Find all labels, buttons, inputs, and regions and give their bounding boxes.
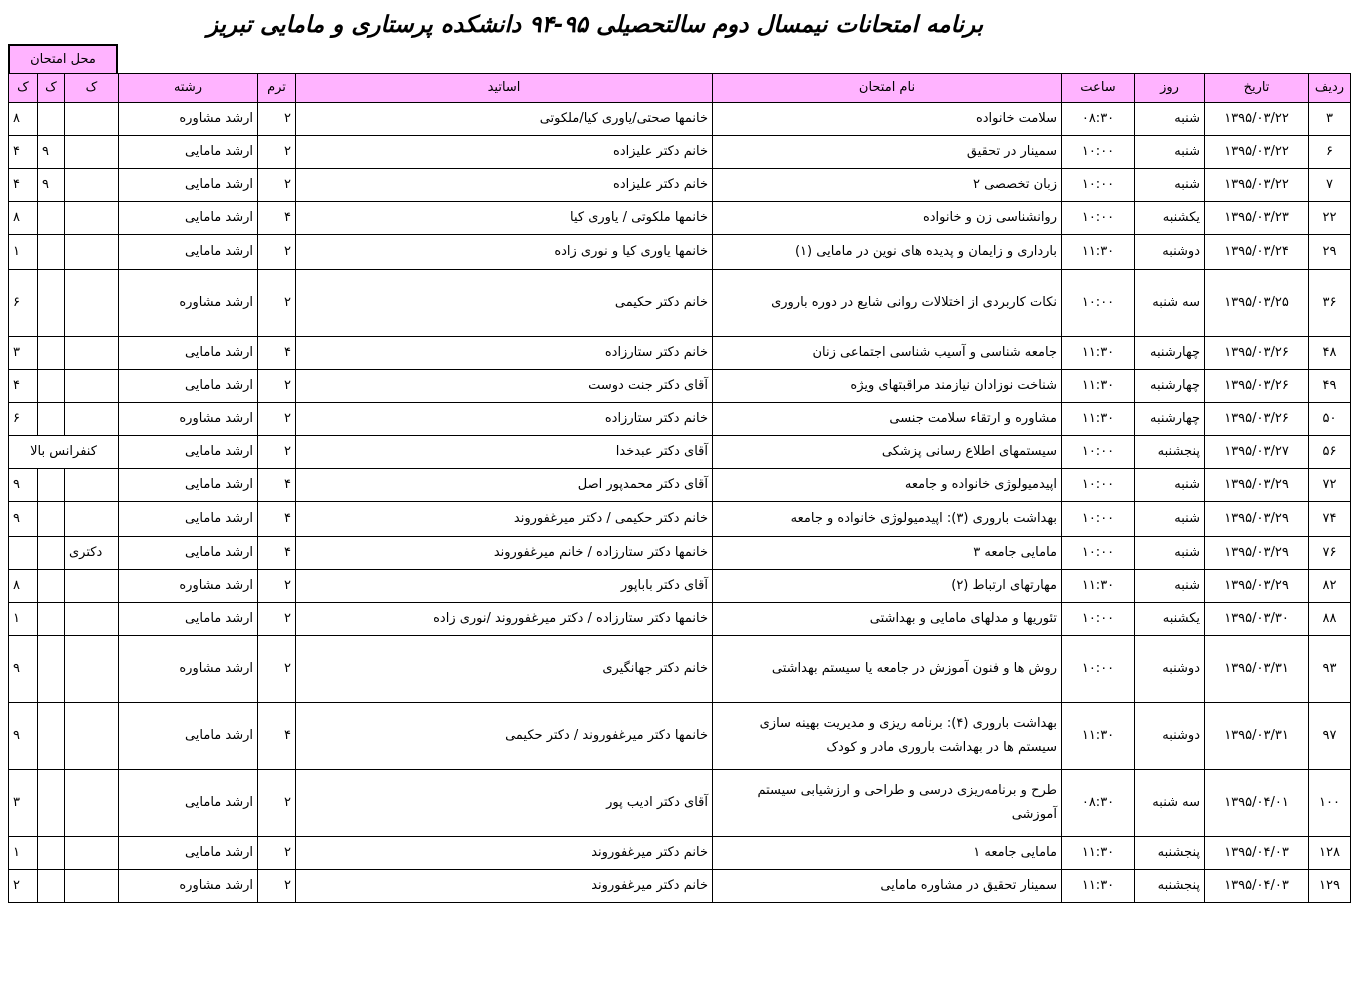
k2-cell	[38, 603, 65, 636]
term-cell: ۲	[258, 870, 296, 903]
date-cell: ۱۳۹۵/۰۳/۲۳	[1205, 202, 1309, 235]
term-cell: ۲	[258, 370, 296, 403]
k1-cell	[65, 169, 119, 202]
field-cell: ارشد مشاوره	[119, 570, 258, 603]
date-cell: ۱۳۹۵/۰۳/۲۴	[1205, 235, 1309, 270]
date-cell: ۱۳۹۵/۰۳/۲۷	[1205, 436, 1309, 469]
date-cell: ۱۳۹۵/۰۳/۳۱	[1205, 703, 1309, 770]
day-cell: پنجشنبه	[1135, 870, 1205, 903]
table-row	[9, 537, 1351, 570]
k2-cell	[38, 502, 65, 537]
row-number-cell: ۳۶	[1309, 270, 1351, 337]
k3-cell: ۹	[9, 469, 38, 502]
header-k1: ک	[65, 74, 119, 103]
k1-cell	[65, 103, 119, 136]
instructors-cell: خانمها صحتی/یاوری کیا/ملکوتی	[296, 103, 713, 136]
exam-name-cell: زبان تخصصی ۲	[713, 169, 1062, 202]
table-row	[9, 403, 1351, 436]
k2-cell	[38, 770, 65, 837]
date-cell: ۱۳۹۵/۰۳/۲۲	[1205, 169, 1309, 202]
k1-cell	[65, 202, 119, 235]
time-cell: ۱۰:۰۰	[1062, 469, 1135, 502]
time-cell: ۱۰:۰۰	[1062, 270, 1135, 337]
k1-cell	[65, 770, 119, 837]
time-cell: ۱۰:۰۰	[1062, 436, 1135, 469]
table-row	[9, 337, 1351, 370]
day-cell: سه شنبه	[1135, 270, 1205, 337]
instructors-cell: خانم دکتر حکیمی / دکتر میرغفوروند	[296, 502, 713, 537]
field-cell: ارشد مامایی	[119, 337, 258, 370]
k1-cell	[65, 837, 119, 870]
k3-cell: ۶	[9, 403, 38, 436]
term-cell: ۲	[258, 235, 296, 270]
day-cell: دوشنبه	[1135, 703, 1205, 770]
k3-cell: ۸	[9, 103, 38, 136]
field-cell: ارشد مامایی	[119, 136, 258, 169]
field-cell: ارشد مامایی	[119, 169, 258, 202]
instructors-cell: خانمها یاوری کیا و نوری زاده	[296, 235, 713, 270]
instructors-cell: خانم دکتر علیزاده	[296, 169, 713, 202]
day-cell: چهارشنبه	[1135, 337, 1205, 370]
row-number-cell: ۷۶	[1309, 537, 1351, 570]
date-cell: ۱۳۹۵/۰۳/۲۹	[1205, 502, 1309, 537]
table-row	[9, 570, 1351, 603]
field-cell: ارشد مامایی	[119, 837, 258, 870]
day-cell: دوشنبه	[1135, 235, 1205, 270]
row-number-cell: ۹۷	[1309, 703, 1351, 770]
table-row	[9, 636, 1351, 703]
exam-name-cell: جامعه شناسی و آسیب شناسی اجتماعی زنان	[713, 337, 1062, 370]
row-number-cell: ۴۸	[1309, 337, 1351, 370]
field-cell: ارشد مامایی	[119, 202, 258, 235]
field-cell: ارشد مامایی	[119, 502, 258, 537]
header-date: تاریخ	[1205, 74, 1309, 103]
day-cell: چهارشنبه	[1135, 370, 1205, 403]
day-cell: شنبه	[1135, 537, 1205, 570]
k2-cell	[38, 837, 65, 870]
table-row	[9, 502, 1351, 537]
instructors-cell: آقای دکتر عبدخدا	[296, 436, 713, 469]
k1-cell	[65, 235, 119, 270]
term-cell: ۲	[258, 136, 296, 169]
table-row	[9, 235, 1351, 270]
exam-name-cell: روش ها و فنون آموزش در جامعه یا سیستم بهداشتی	[713, 636, 1062, 703]
instructors-cell: خانم دکتر میرغفوروند	[296, 870, 713, 903]
row-number-cell: ۸۸	[1309, 603, 1351, 636]
time-cell: ۰۸:۳۰	[1062, 103, 1135, 136]
k1-cell	[65, 136, 119, 169]
field-cell: ارشد مامایی	[119, 235, 258, 270]
k3-cell: ۱	[9, 603, 38, 636]
k2-cell: ۹	[38, 136, 65, 169]
exam-name-cell: سیستمهای اطلاع رسانی پزشکی	[713, 436, 1062, 469]
k3-cell: ۹	[9, 502, 38, 537]
k1-cell: دکتری	[65, 537, 119, 570]
exam-schedule-table	[8, 73, 1351, 903]
date-cell: ۱۳۹۵/۰۳/۲۶	[1205, 370, 1309, 403]
exam-name-cell: بارداری و زایمان و پدیده های نوین در مامایی (۱)	[713, 235, 1062, 270]
k2-cell	[38, 235, 65, 270]
time-cell: ۱۱:۳۰	[1062, 337, 1135, 370]
exam-name-cell: تئوریها و مدلهای مامایی و بهداشتی	[713, 603, 1062, 636]
time-cell: ۱۰:۰۰	[1062, 169, 1135, 202]
instructors-cell: خانمها ملکوتی / یاوری کیا	[296, 202, 713, 235]
k3-cell: ۸	[9, 570, 38, 603]
term-cell: ۲	[258, 403, 296, 436]
time-cell: ۱۱:۳۰	[1062, 703, 1135, 770]
date-cell: ۱۳۹۵/۰۳/۳۱	[1205, 636, 1309, 703]
exam-name-cell: طرح و برنامه‌ریزی درسی و طراحی و ارزشیابی سیستم آموزشی	[713, 770, 1062, 837]
table-row	[9, 436, 1351, 469]
table-row	[9, 136, 1351, 169]
row-number-cell: ۳	[1309, 103, 1351, 136]
k1-cell	[65, 870, 119, 903]
date-cell: ۱۳۹۵/۰۳/۲۶	[1205, 337, 1309, 370]
time-cell: ۱۱:۳۰	[1062, 570, 1135, 603]
row-number-cell: ۶	[1309, 136, 1351, 169]
day-cell: شنبه	[1135, 103, 1205, 136]
k2-cell	[38, 537, 65, 570]
day-cell: شنبه	[1135, 502, 1205, 537]
k1-cell	[65, 370, 119, 403]
instructors-cell: خانم دکتر حکیمی	[296, 270, 713, 337]
exam-name-cell: مهارتهای ارتباط (۲)	[713, 570, 1062, 603]
k2-cell	[38, 202, 65, 235]
field-cell: ارشد مامایی	[119, 436, 258, 469]
k3-cell: ۴	[9, 370, 38, 403]
time-cell: ۱۰:۰۰	[1062, 202, 1135, 235]
day-cell: شنبه	[1135, 469, 1205, 502]
header-exam: نام امتحان	[713, 74, 1062, 103]
k3-cell: ۴	[9, 136, 38, 169]
time-cell: ۱۰:۰۰	[1062, 636, 1135, 703]
table-row	[9, 103, 1351, 136]
time-cell: ۱۱:۳۰	[1062, 403, 1135, 436]
table-body	[9, 103, 1351, 903]
term-cell: ۴	[258, 537, 296, 570]
exam-name-cell: سمینار تحقیق در مشاوره مامایی	[713, 870, 1062, 903]
instructors-cell: خانم دکتر میرغفوروند	[296, 837, 713, 870]
row-number-cell: ۷	[1309, 169, 1351, 202]
row-number-cell: ۵۰	[1309, 403, 1351, 436]
term-cell: ۲	[258, 169, 296, 202]
term-cell: ۲	[258, 770, 296, 837]
instructors-cell: خانمها دکتر ستارزاده / خانم میرغفوروند	[296, 537, 713, 570]
header-k3: ک	[9, 74, 38, 103]
exam-name-cell: مامایی جامعه ۳	[713, 537, 1062, 570]
row-number-cell: ۵۶	[1309, 436, 1351, 469]
time-cell: ۱۰:۰۰	[1062, 502, 1135, 537]
k2-cell	[38, 337, 65, 370]
exam-name-cell: مشاوره و ارتقاء سلامت جنسی	[713, 403, 1062, 436]
k3-cell: ۶	[9, 270, 38, 337]
k3-cell: ۲	[9, 870, 38, 903]
date-cell: ۱۳۹۵/۰۳/۲۲	[1205, 103, 1309, 136]
field-cell: ارشد مامایی	[119, 370, 258, 403]
day-cell: یکشنبه	[1135, 202, 1205, 235]
day-cell: سه شنبه	[1135, 770, 1205, 837]
instructors-cell: خانمها دکتر میرغفوروند / دکتر حکیمی	[296, 703, 713, 770]
exam-name-cell: نکات کاربردی از اختلالات روانی شایع در دوره باروری	[713, 270, 1062, 337]
k2-cell	[38, 570, 65, 603]
k2-cell	[38, 870, 65, 903]
term-cell: ۲	[258, 436, 296, 469]
header-time: ساعت	[1062, 74, 1135, 103]
date-cell: ۱۳۹۵/۰۴/۰۳	[1205, 870, 1309, 903]
time-cell: ۱۱:۳۰	[1062, 870, 1135, 903]
field-cell: ارشد مشاوره	[119, 636, 258, 703]
instructors-cell: خانم دکتر جهانگیری	[296, 636, 713, 703]
k1-cell	[65, 337, 119, 370]
table-row	[9, 770, 1351, 837]
exam-name-cell: روانشناسی زن و خانواده	[713, 202, 1062, 235]
exam-location-header: محل امتحان	[8, 44, 118, 73]
time-cell: ۱۱:۳۰	[1062, 235, 1135, 270]
k3-cell: ۸	[9, 202, 38, 235]
day-cell: شنبه	[1135, 136, 1205, 169]
field-cell: ارشد مشاوره	[119, 870, 258, 903]
header-k2: ک	[38, 74, 65, 103]
time-cell: ۱۱:۳۰	[1062, 837, 1135, 870]
date-cell: ۱۳۹۵/۰۳/۲۶	[1205, 403, 1309, 436]
k3-cell: ۱	[9, 235, 38, 270]
instructors-cell: خانم دکتر علیزاده	[296, 136, 713, 169]
table-row	[9, 202, 1351, 235]
time-cell: ۱۰:۰۰	[1062, 537, 1135, 570]
k1-cell	[65, 570, 119, 603]
term-cell: ۴	[258, 202, 296, 235]
row-number-cell: ۷۲	[1309, 469, 1351, 502]
k3-cell	[9, 537, 38, 570]
k2-cell	[38, 370, 65, 403]
field-cell: ارشد مشاوره	[119, 103, 258, 136]
exam-name-cell: اپیدمیولوژی خانواده و جامعه	[713, 469, 1062, 502]
time-cell: ۰۸:۳۰	[1062, 770, 1135, 837]
table-row	[9, 370, 1351, 403]
k2-cell	[38, 469, 65, 502]
header-row: ردیف	[1309, 74, 1351, 103]
k3-cell: ۴	[9, 169, 38, 202]
exam-name-cell: سمینار در تحقیق	[713, 136, 1062, 169]
table-row	[9, 469, 1351, 502]
day-cell: شنبه	[1135, 570, 1205, 603]
instructors-cell: آقای دکتر محمدپور اصل	[296, 469, 713, 502]
term-cell: ۲	[258, 570, 296, 603]
k1-cell	[65, 603, 119, 636]
k1-cell	[65, 469, 119, 502]
k2-cell	[38, 270, 65, 337]
field-cell: ارشد مامایی	[119, 703, 258, 770]
k3-cell: ۳	[9, 337, 38, 370]
field-cell: ارشد مشاوره	[119, 270, 258, 337]
instructors-cell: آقای دکتر باباپور	[296, 570, 713, 603]
exam-name-cell: بهداشت باروری (۳): اپیدمیولوژی خانواده و جامعه	[713, 502, 1062, 537]
date-cell: ۱۳۹۵/۰۳/۲۹	[1205, 469, 1309, 502]
table-row	[9, 870, 1351, 903]
k2-cell: ۹	[38, 169, 65, 202]
date-cell: ۱۳۹۵/۰۳/۲۹	[1205, 537, 1309, 570]
k1-cell	[65, 636, 119, 703]
instructors-cell: خانم دکتر ستارزاده	[296, 403, 713, 436]
k1-cell	[65, 703, 119, 770]
field-cell: ارشد مامایی	[119, 469, 258, 502]
time-cell: ۱۰:۰۰	[1062, 136, 1135, 169]
row-number-cell: ۲۲	[1309, 202, 1351, 235]
day-cell: پنجشنبه	[1135, 436, 1205, 469]
header-day: روز	[1135, 74, 1205, 103]
date-cell: ۱۳۹۵/۰۳/۲۲	[1205, 136, 1309, 169]
field-cell: ارشد مامایی	[119, 537, 258, 570]
exam-name-cell: سلامت خانواده	[713, 103, 1062, 136]
header-instructors: اساتید	[296, 74, 713, 103]
term-cell: ۲	[258, 603, 296, 636]
term-cell: ۲	[258, 103, 296, 136]
day-cell: یکشنبه	[1135, 603, 1205, 636]
exam-location-cell: کنفرانس بالا	[9, 436, 119, 469]
day-cell: چهارشنبه	[1135, 403, 1205, 436]
k3-cell: ۹	[9, 636, 38, 703]
date-cell: ۱۳۹۵/۰۴/۰۱	[1205, 770, 1309, 837]
term-cell: ۲	[258, 837, 296, 870]
field-cell: ارشد مامایی	[119, 603, 258, 636]
date-cell: ۱۳۹۵/۰۳/۲۵	[1205, 270, 1309, 337]
term-cell: ۲	[258, 636, 296, 703]
k1-cell	[65, 502, 119, 537]
k1-cell	[65, 270, 119, 337]
term-cell: ۲	[258, 270, 296, 337]
table-row	[9, 837, 1351, 870]
k1-cell	[65, 403, 119, 436]
row-number-cell: ۲۹	[1309, 235, 1351, 270]
k3-cell: ۹	[9, 703, 38, 770]
instructors-cell: خانمها دکتر ستارزاده / دکتر میرغفوروند /نوری زاده	[296, 603, 713, 636]
k2-cell	[38, 403, 65, 436]
k2-cell	[38, 103, 65, 136]
table-row	[9, 270, 1351, 337]
instructors-cell: خانم دکتر ستارزاده	[296, 337, 713, 370]
row-number-cell: ۹۳	[1309, 636, 1351, 703]
row-number-cell: ۴۹	[1309, 370, 1351, 403]
page-title: برنامه امتحانات نیمسال دوم سالتحصیلی ۹۵-۹۴ دانشکده پرستاری و مامایی تبریز	[206, 12, 984, 38]
k3-cell: ۳	[9, 770, 38, 837]
exam-name-cell: شناخت نوزادان نیازمند مراقبتهای ویژه	[713, 370, 1062, 403]
row-number-cell: ۱۲۹	[1309, 870, 1351, 903]
table-row	[9, 703, 1351, 770]
instructors-cell: آقای دکتر ادیب پور	[296, 770, 713, 837]
table-header-row	[9, 74, 1351, 103]
k2-cell	[38, 636, 65, 703]
row-number-cell: ۷۴	[1309, 502, 1351, 537]
date-cell: ۱۳۹۵/۰۳/۲۹	[1205, 570, 1309, 603]
header-field: رشته	[119, 74, 258, 103]
day-cell: پنجشنبه	[1135, 837, 1205, 870]
table-row	[9, 603, 1351, 636]
date-cell: ۱۳۹۵/۰۳/۳۰	[1205, 603, 1309, 636]
header-term: ترم	[258, 74, 296, 103]
day-cell: دوشنبه	[1135, 636, 1205, 703]
row-number-cell: ۱۲۸	[1309, 837, 1351, 870]
term-cell: ۴	[258, 502, 296, 537]
time-cell: ۱۱:۳۰	[1062, 370, 1135, 403]
term-cell: ۴	[258, 469, 296, 502]
term-cell: ۴	[258, 703, 296, 770]
term-cell: ۴	[258, 337, 296, 370]
exam-name-cell: بهداشت باروری (۴): برنامه ریزی و مدیریت بهینه سازی سیستم ها در بهداشت باروری مادر و کودک	[713, 703, 1062, 770]
field-cell: ارشد مامایی	[119, 770, 258, 837]
day-cell: شنبه	[1135, 169, 1205, 202]
row-number-cell: ۱۰۰	[1309, 770, 1351, 837]
exam-name-cell: مامایی جامعه ۱	[713, 837, 1062, 870]
k2-cell	[38, 703, 65, 770]
date-cell: ۱۳۹۵/۰۴/۰۳	[1205, 837, 1309, 870]
k3-cell: ۱	[9, 837, 38, 870]
instructors-cell: آقای دکتر جنت دوست	[296, 370, 713, 403]
table-row	[9, 169, 1351, 202]
time-cell: ۱۰:۰۰	[1062, 603, 1135, 636]
field-cell: ارشد مشاوره	[119, 403, 258, 436]
row-number-cell: ۸۲	[1309, 570, 1351, 603]
